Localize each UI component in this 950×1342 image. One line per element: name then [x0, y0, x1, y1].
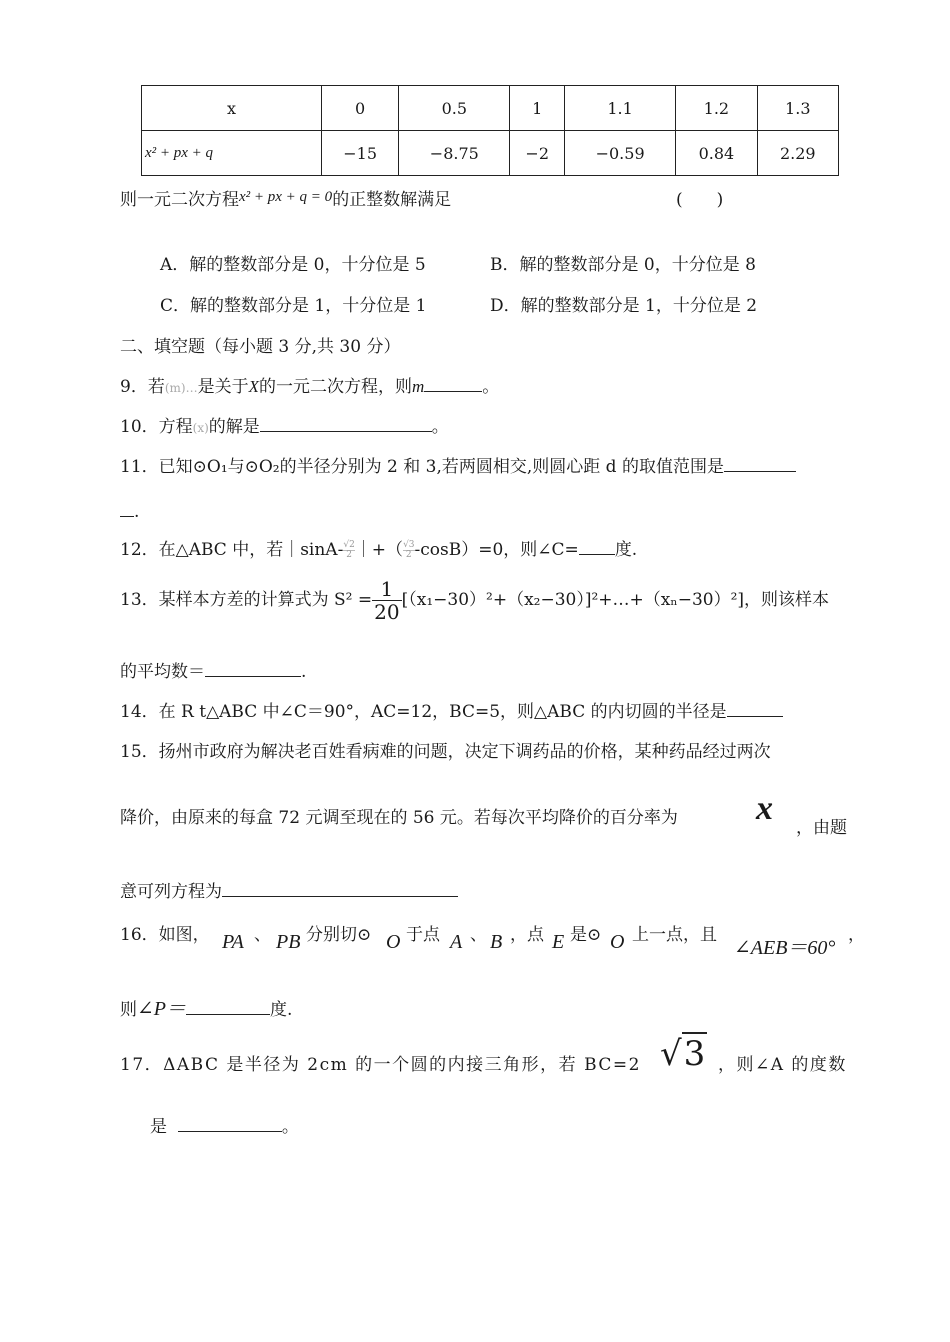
table-cell: −8.75: [399, 131, 510, 176]
q12-end: 度.: [614, 540, 638, 560]
answer-blank[interactable]: [205, 660, 301, 677]
question-12: [120, 535, 637, 560]
frac-num: √2: [343, 540, 355, 550]
fraction-sqrt3-over-2: [403, 541, 414, 560]
frac-num: 1: [372, 578, 401, 601]
answer-blank[interactable]: [579, 538, 615, 555]
q13-pre: 13．某样本方差的计算式为 S² =: [120, 590, 373, 610]
table-cell: −15: [322, 131, 399, 176]
answer-paren: ( ): [676, 190, 724, 210]
q16-sep2: 、: [470, 925, 487, 945]
question-13-cont: [120, 657, 306, 682]
question-15: 15．扬州市政府为解决老百姓看病难的问题，决定下调药品的价格，某种药品经过两次: [120, 742, 771, 762]
q16-t4: 是⊙: [570, 925, 602, 945]
q16-line2a: 则: [120, 1000, 137, 1020]
question-15-line2: [120, 803, 678, 828]
q16-t1: 分别切⊙: [306, 925, 372, 945]
answer-blank[interactable]: [222, 880, 458, 897]
answer-blank[interactable]: [178, 1115, 282, 1132]
fraction-sqrt2-over-2: [343, 541, 354, 560]
q13-post: [（x₁−30）²+（x₂−30）]²+…+（xₙ−30）²]，则该样本: [401, 590, 830, 610]
q10-end: 。: [431, 417, 449, 437]
q15-line2b: ，由题: [796, 818, 847, 838]
q16-e: E: [552, 931, 565, 953]
option-a: A．解的整数部分是 0，十分位是 5: [160, 255, 426, 275]
variable-x: x: [756, 790, 773, 827]
radicand: 3: [683, 1034, 706, 1074]
frac-den: 2: [405, 550, 412, 560]
option-c: C．解的整数部分是 1，十分位是 1: [160, 296, 427, 316]
q11-text: 11．已知⊙O₁与⊙O₂的半径分别为 2 和 3,若两圆相交,则圆心距 d 的取值范围是: [120, 457, 724, 477]
q16-b: B: [490, 931, 503, 953]
table-cell: 1.1: [565, 86, 676, 131]
q16-pb: PB: [276, 931, 301, 953]
frac-den: 2: [346, 550, 352, 560]
option-b: B．解的整数部分是 0，十分位是 8: [490, 255, 756, 275]
question-11-cont: [120, 500, 139, 522]
q9-pre: 9．若: [120, 377, 165, 397]
question-8-stem: [120, 185, 451, 210]
q16-o2: O: [610, 931, 625, 953]
question-16-num: 16．如图，: [120, 925, 210, 945]
q17-pre: 17．ΔABC 是半径为 2cm 的一个圆的内接三角形，若 BC=2: [120, 1055, 641, 1075]
q16-t6: ，: [848, 925, 865, 945]
q16-t2: 于点: [406, 925, 440, 945]
q9-mid: 是关于: [197, 377, 249, 397]
q8-suffix: 的正整数解满足: [332, 190, 452, 210]
q13-line2: 的平均数＝: [120, 662, 205, 682]
table-cell: −0.59: [565, 131, 676, 176]
q13-end: .: [301, 662, 307, 682]
q16-line2b: 度.: [269, 1000, 293, 1020]
q10-post: 的解是: [208, 417, 260, 437]
answer-blank[interactable]: [724, 455, 796, 472]
q9-post: 的一元二次方程，则: [258, 377, 412, 397]
q17-end: 。: [281, 1117, 299, 1137]
question-17-line2: [150, 1112, 299, 1137]
q15-line3: 意可列方程为: [120, 882, 222, 902]
table-row: [142, 86, 839, 131]
table-cell: 0.84: [676, 131, 757, 176]
question-11: [120, 452, 796, 477]
q8-equation: x² + px + q = 0: [239, 189, 333, 205]
table-row-label: x² + px + q: [142, 131, 322, 176]
q17-post: ，则∠A 的度数: [718, 1055, 847, 1075]
table-cell: 0: [322, 86, 399, 131]
radical-sign: √3: [660, 1034, 706, 1074]
q14-text: 14．在 R t△ABC 中∠C＝90°，AC=12，BC=5，则△ABC 的内切圆的半径是: [120, 702, 727, 722]
q11-end: .: [134, 502, 140, 522]
question-15-line3: [120, 877, 458, 902]
table-cell: −2: [510, 131, 565, 176]
answer-blank[interactable]: [260, 415, 432, 432]
table-header-label: x: [142, 86, 322, 131]
q12-post: -cosB）=0，则∠C=: [414, 540, 579, 560]
table-cell: 1.2: [676, 86, 757, 131]
question-14: [120, 697, 783, 722]
q16-t5: 上一点，且: [632, 925, 717, 945]
value-table: [141, 85, 839, 176]
table-cell: 1: [510, 86, 565, 131]
table-row: [142, 131, 839, 176]
table-cell: 1.3: [757, 86, 838, 131]
q16-p-angle: ∠P＝: [137, 998, 186, 1020]
q16-sep: 、: [254, 925, 271, 945]
q17-line2: 是: [150, 1117, 167, 1137]
answer-blank[interactable]: [727, 700, 783, 717]
table-cell: 2.29: [757, 131, 838, 176]
q16-a: A: [450, 931, 463, 953]
q8-prefix: 则一元二次方程: [120, 190, 239, 210]
q12-pre: 12．在△ABC 中，若｜sinA-: [120, 540, 344, 560]
q10-pre: 10．方程: [120, 417, 193, 437]
table-cell: 0.5: [399, 86, 510, 131]
sqrt-3: [660, 1032, 707, 1074]
answer-blank[interactable]: [186, 998, 270, 1015]
fraction-1-over-20: [372, 578, 401, 623]
q9-m: m: [411, 377, 425, 396]
q12-mid: ｜+（: [354, 540, 404, 560]
frac-den: 20: [374, 600, 400, 624]
answer-blank[interactable]: [424, 375, 482, 392]
question-16-line2: [120, 992, 292, 1021]
section-title: 二、填空题（每小题 3 分,共 30 分）: [120, 337, 401, 357]
question-9: [120, 372, 499, 397]
question-10: [120, 412, 449, 437]
q16-angle: ∠AEB＝60°: [734, 937, 836, 959]
q16-o: O: [386, 931, 401, 953]
q16-pa: PA: [222, 931, 244, 953]
question-13: [120, 578, 829, 623]
q10-equation: (x): [192, 421, 209, 435]
answer-blank[interactable]: [120, 500, 134, 517]
q9-var: X: [248, 377, 259, 396]
q16-t3: ，点: [510, 925, 544, 945]
q9-equation: (m)…: [164, 381, 198, 395]
question-17: [120, 1050, 641, 1075]
frac-num: √3: [403, 540, 415, 550]
option-d: D．解的整数部分是 1，十分位是 2: [490, 296, 758, 316]
q15-line2a: 降价，由原来的每盒 72 元调至现在的 56 元。若每次平均降价的百分率为: [120, 808, 678, 828]
q9-end: 。: [482, 377, 500, 397]
